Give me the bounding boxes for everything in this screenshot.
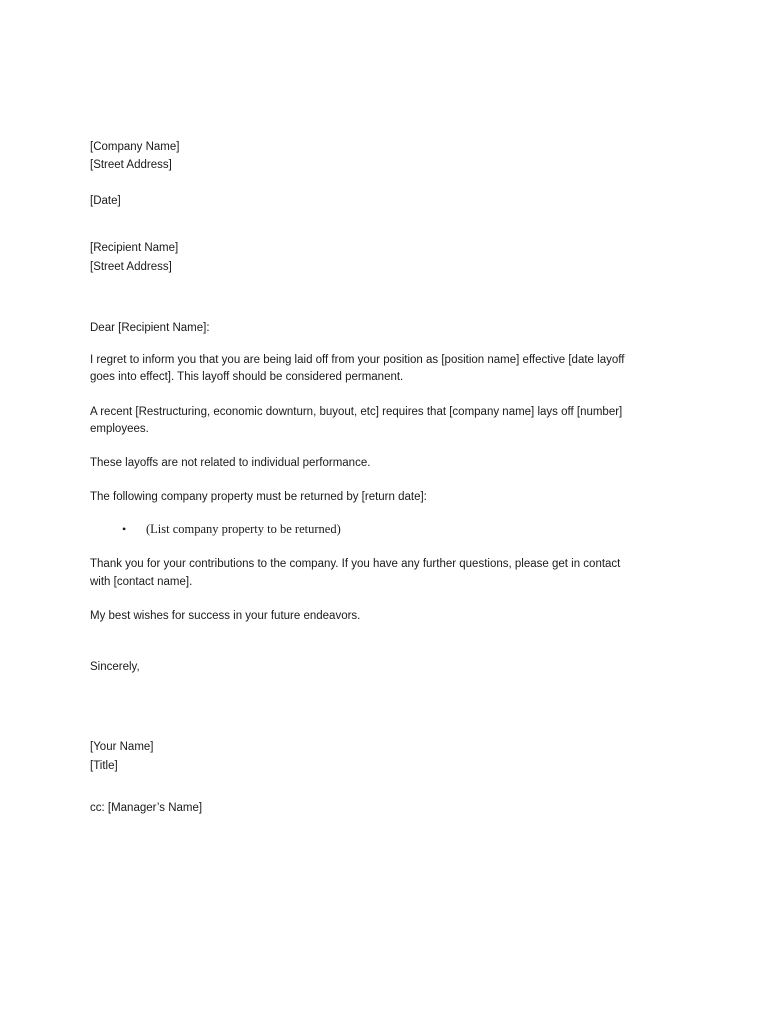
letter-date: [Date]: [90, 195, 121, 207]
paragraph-thanks-line-2: with [contact name].: [90, 576, 193, 588]
sender-street-address: [Street Address]: [90, 159, 172, 171]
salutation: Dear [Recipient Name]:: [90, 322, 210, 334]
paragraph-layoff-notice-line-2: goes into effect]. This layoff should be considered permanent.: [90, 371, 404, 383]
recipient-name: [Recipient Name]: [90, 242, 179, 254]
property-list-item: [122, 521, 341, 538]
paragraph-thanks-line-1: Thank you for your contributions to the company. If you have any further questions, please get in contact: [90, 558, 621, 570]
signature-name: [Your Name]: [90, 741, 154, 753]
signature-title: [Title]: [90, 760, 118, 772]
closing: Sincerely,: [90, 661, 140, 673]
bullet-icon: •: [122, 522, 127, 536]
cc-line: cc: [Manager’s Name]: [90, 802, 203, 814]
paragraph-best-wishes: My best wishes for success in your future endeavors.: [90, 610, 361, 622]
paragraph-property-return: The following company property must be returned by [return date]:: [90, 491, 427, 503]
paragraph-performance: These layoffs are not related to individual performance.: [90, 457, 371, 469]
recipient-street-address: [Street Address]: [90, 261, 172, 273]
sender-company-name: [Company Name]: [90, 141, 180, 153]
property-list-item-text: (List company property to be returned): [146, 522, 341, 536]
paragraph-reason-line-2: employees.: [90, 423, 149, 435]
paragraph-reason-line-1: A recent [Restructuring, economic downturn, buyout, etc] requires that [company name] lays off [number]: [90, 406, 623, 418]
paragraph-layoff-notice-line-1: I regret to inform you that you are being laid off from your position as [position name] effective [date layoff: [90, 354, 625, 366]
